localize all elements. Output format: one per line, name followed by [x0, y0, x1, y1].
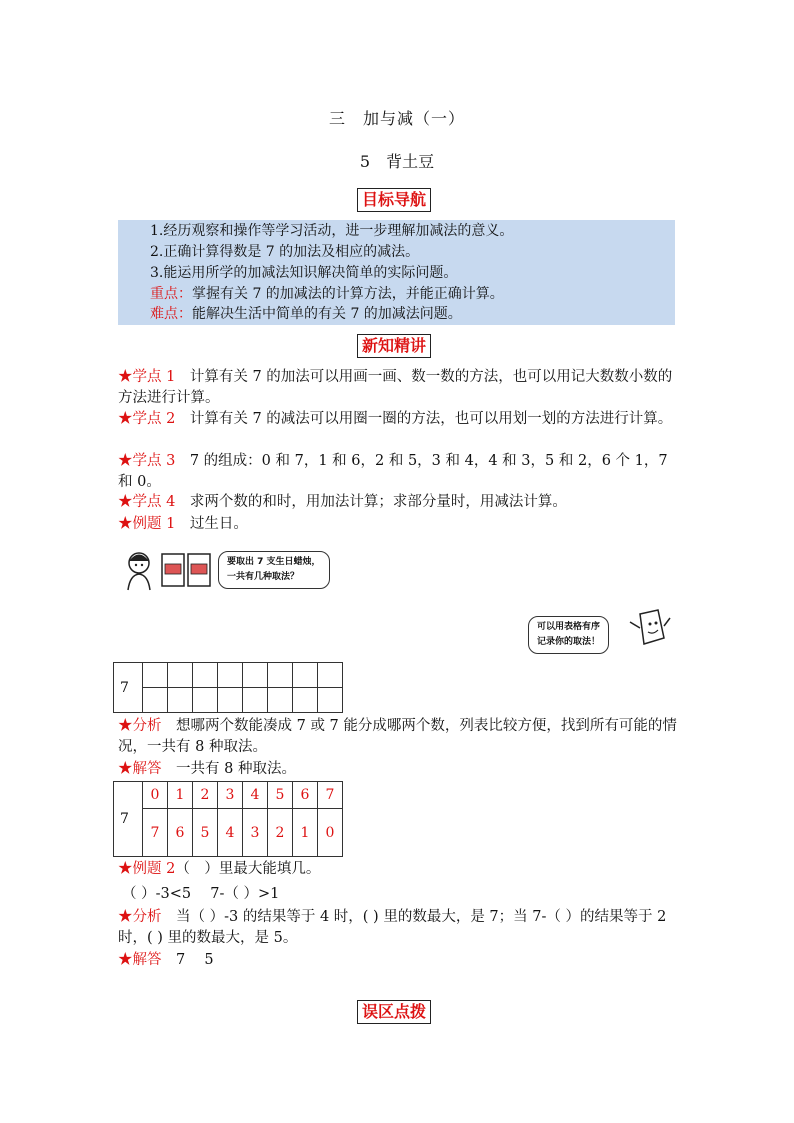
example-1 [118, 514, 678, 535]
table-cell: 6 [293, 782, 318, 809]
table-cell: 2 [268, 809, 293, 857]
table-cell: 5 [193, 809, 218, 857]
table-cell: 2 [193, 782, 218, 809]
bubble-line: 可以用表格有序 [537, 622, 601, 632]
table-cell: 3 [243, 809, 268, 857]
analysis-text: 当（ ）-3 的结果等于 4 时，( ) 里的数最大，是 7；当 7-（ ）的结果等于 2 时，( ) 里的数最大，是 5。 [118, 909, 667, 946]
answer-text: 7 5 [161, 952, 214, 968]
lesson-title: 5 背土豆 [359, 152, 435, 171]
example-text: 过生日。 [175, 516, 248, 532]
point-text: 计算有关 7 的加法可以用画一画、数一数的方法，也可以用记大数数小数的方法进行计算。 [118, 369, 673, 406]
example-1-analysis [118, 716, 678, 758]
example-1-answer [118, 759, 678, 780]
table-cell: 3 [218, 782, 243, 809]
table-cell: 7 [143, 809, 168, 857]
section-heading-misconceptions: 误区点拨 [357, 1000, 431, 1024]
table-cell: 6 [168, 809, 193, 857]
point-text: 计算有关 7 的减法可以用圈一圈的方法，也可以用划一划的方法进行计算。 [175, 411, 673, 427]
goal-item: 3.能运用所学的加减法知识解决简单的实际问题。 [150, 265, 458, 281]
table-cell: 5 [268, 782, 293, 809]
point-label: ★学点 3 [118, 453, 176, 469]
example-label: ★例题 1 [118, 516, 176, 532]
unit-title: 三 加与减（一） [328, 109, 465, 128]
key-point-label: 重点： [150, 286, 192, 302]
section-heading-new-knowledge: 新知精讲 [357, 334, 431, 358]
speech-bubble-question [218, 551, 330, 589]
table-cell: 4 [218, 809, 243, 857]
table-cell: 1 [293, 809, 318, 857]
answer-text: 一共有 8 种取法。 [161, 761, 296, 777]
bubble-line: 要取出 7 支生日蜡烛， [227, 557, 321, 567]
answer-label: ★解答 [118, 952, 162, 968]
section-heading-goals: 目标导航 [357, 188, 431, 212]
point-label: ★学点 2 [118, 411, 176, 427]
table-cell: 0 [143, 782, 168, 809]
analysis-label: ★分析 [118, 909, 162, 925]
point-1 [118, 367, 678, 409]
table-cell: 0 [318, 809, 343, 857]
table-cell: 4 [243, 782, 268, 809]
table-number: 7 [114, 782, 143, 857]
table-cell: 1 [168, 782, 193, 809]
example-label: ★例题 2 [118, 861, 176, 877]
difficult-point-text: 能解决生活中简单的有关 7 的加减法问题。 [192, 306, 462, 322]
difficult-point-label: 难点： [150, 306, 192, 322]
table-cell: 7 [318, 782, 343, 809]
difficult-point [150, 304, 462, 324]
example-text: （ ）里最大能填几。 [175, 861, 321, 877]
point-label: ★学点 4 [118, 494, 176, 510]
point-text: 7 的组成：0 和 7，1 和 6，2 和 5，3 和 4，4 和 3，5 和 2，6 个 1，7 和 0。 [118, 453, 668, 490]
point-label: ★学点 1 [118, 369, 176, 385]
pencil-character-illustration [620, 608, 672, 650]
goal-item: 1.经历观察和操作等学习活动，进一步理解加减法的意义。 [150, 223, 514, 239]
point-3 [118, 451, 678, 493]
bubble-line: 一共有几种取法？ [227, 572, 300, 582]
blank-record-table [113, 662, 343, 713]
goal-item: 2.正确计算得数是 7 的加法及相应的减法。 [150, 244, 420, 260]
answer-label: ★解答 [118, 761, 162, 777]
example-2 [118, 859, 678, 880]
speech-bubble-hint [528, 616, 609, 654]
answer-table [113, 781, 343, 857]
point-2 [118, 409, 678, 430]
point-4 [118, 492, 678, 513]
bubble-line: 记录你的取法！ [537, 637, 601, 647]
key-point [150, 284, 504, 304]
key-point-text: 掌握有关 7 的加减法的计算方法，并能正确计算。 [192, 286, 504, 302]
example-2-answer [118, 950, 678, 971]
example-2-question: （ ）-3<5 7-（ ）>1 [122, 886, 280, 902]
point-text: 求两个数的和时，用加法计算；求部分量时，用减法计算。 [175, 494, 567, 510]
goals-box [118, 220, 675, 325]
child-with-candles-illustration [122, 546, 220, 592]
analysis-label: ★分析 [118, 718, 162, 734]
example-2-analysis [118, 907, 678, 949]
analysis-text: 想哪两个数能凑成 7 或 7 能分成哪两个数，列表比较方便，找到所有可能的情况，一共有 8 种取法。 [118, 718, 677, 755]
table-number: 7 [114, 663, 143, 713]
